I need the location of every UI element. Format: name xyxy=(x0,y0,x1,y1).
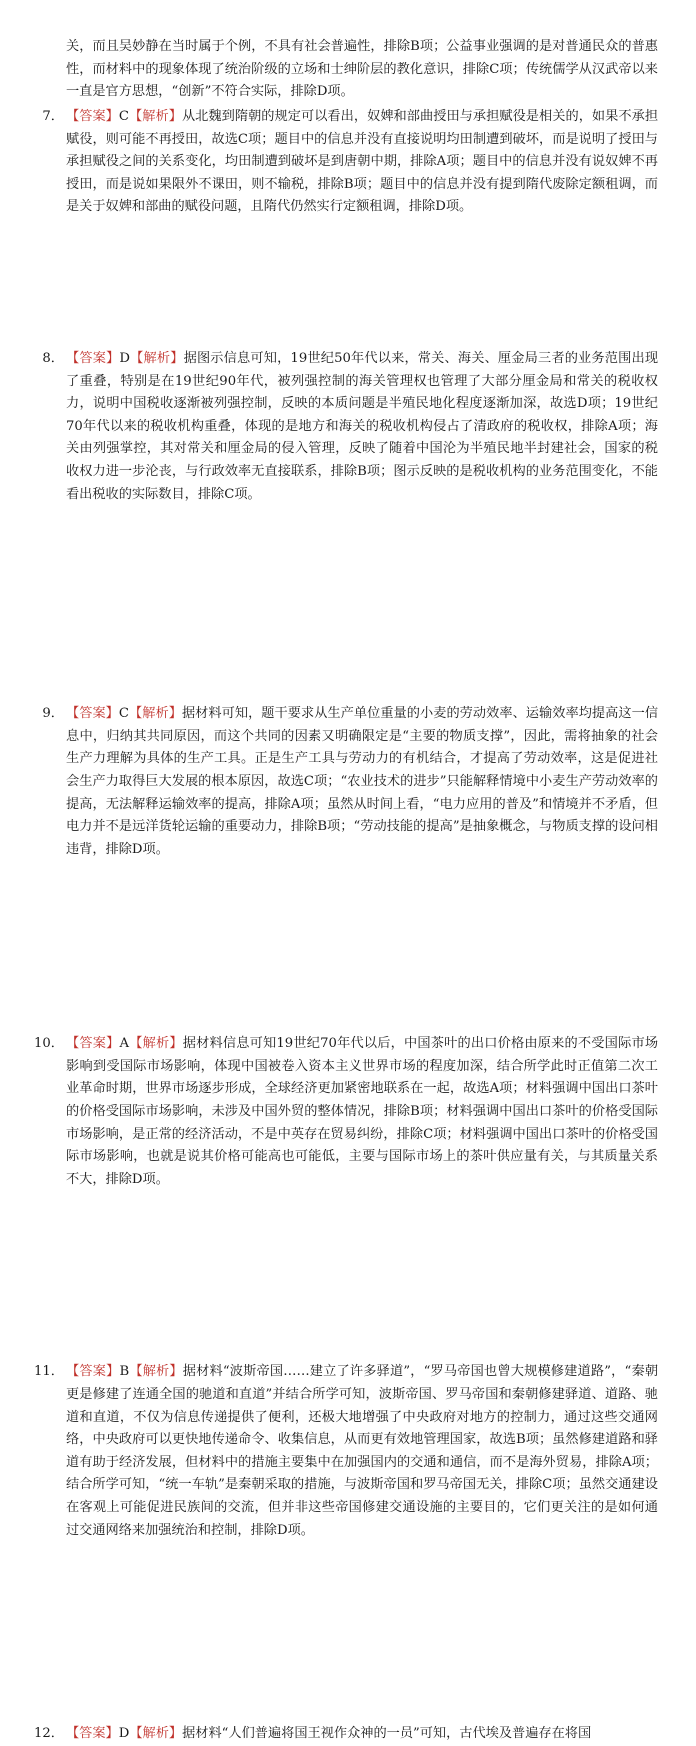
analysis-text: 据图示信息可知，19世纪50年代以来，常关、海关、厘金局三者的业务范围出现了重叠，特别是在19世纪90年代，被列强控制的海关管理权也管理了大部分厘金局和常关的税收权力，说明中国税收逐渐被列强控制，反映的本质问题是半殖民地化程度逐渐加深，故选D项；19世纪70年代以来的税收机构重叠，体现的是地方和海关的税收机构侵占了清政府的税收权，排除A项；海关由列强掌控，其对常关和厘金局的侵入管理，反映了随着中国沦为半殖民地半封建社会，国家的税收权力进一步沦丧，与行政效率无直接联系，排除B项；图示反映的是税收机构的业务范围变化，不能看出税收的实际数目，排除C项。 xyxy=(66,350,659,502)
answer-letter: C xyxy=(118,706,129,722)
question-number: 12． xyxy=(34,1726,64,1742)
analysis-label: 【解析】 xyxy=(129,706,182,722)
answer-label: 【答案】 xyxy=(66,350,120,366)
question-7 xyxy=(42,106,659,219)
answer-label: 【答案】 xyxy=(66,1036,120,1052)
answer-label: 【答案】 xyxy=(66,706,119,722)
answer-letter: D xyxy=(119,350,130,366)
question-9 xyxy=(42,703,659,861)
answer-letter: D xyxy=(118,1726,130,1742)
continued-paragraph xyxy=(66,36,658,104)
analysis-label: 【解析】 xyxy=(130,350,184,366)
question-number: 11． xyxy=(34,1364,64,1380)
answer-label: 【答案】 xyxy=(66,109,119,124)
question-10 xyxy=(34,1033,659,1191)
analysis-text: 从北魏到隋朝的规定可以看出，奴婢和部曲授田与承担赋役是相关的，如果不承担赋役，则可能不再授田，故选C项；题目中的信息并没有直接说明均田制遭到破坏，而是说明了授田与承担赋役之间的关系变化，均田制遭到破坏是到唐朝中期，排除A项；题目中的信息并没有说奴婢不再授田，而是说如果限外不课田，则不输税，排除B项；题目中的信息并没有提到隋代废除定额租调，而是关于奴婢和部曲的赋役问题，且隋代仍然实行定额租调，排除D项。 xyxy=(66,109,659,215)
question-number: 7． xyxy=(42,109,64,124)
analysis-text: 据材料“波斯帝国……建立了许多驿道”，“罗马帝国也曾大规模修建道路”，“秦朝更是修建了连通全国的驰道和直道”并结合所学可知，波斯帝国、罗马帝国和秦朝修建驿道、道路、驰道和直道，不仅为信息传递提供了便利，还极大地增强了中央政府对地方的控制力，通过这些交通网络，中央政府可以更快地传递命令、收集信息，从而更有效地管理国家，故选B项；虽然修建道路和驿道有助于经济发展，但材料中的措施主要集中在加强国内的交通和通信，而不是海外贸易，排除A项；结合所学可知，“统一车轨”是秦朝采取的措施，与波斯帝国和罗马帝国无关，排除C项；虽然交通建设在客观上可能促进民族间的交流，但并非这些帝国修建交通设施的主要目的，它们更关注的是如何通过交通网络来加强统治和控制，排除D项。 xyxy=(66,1364,659,1538)
analysis-text: 据材料可知，题干要求从生产单位重量的小麦的劳动效率、运输效率均提高这一信息中，归纳其共同原因，而这个共同的因素又明确限定是“主要的物质支撑”，因此，需将抽象的社会生产力理解为具体的生产工具。正是生产工具与劳动力的有机结合，才提高了劳动效率，这是促进社会生产力取得巨大发展的根本原因，故选C项；“农业技术的进步”只能解释情境中小麦生产劳动效率的提高，无法解释运输效率的提高，排除A项；虽然从时间上看，“电力应用的普及”和情境并不矛盾，但电力并不是远洋货轮运输的重要动力，排除B项；“劳动技能的提高”是抽象概念，与物质支撑的设问相违背，排除D项。 xyxy=(66,706,659,857)
analysis-label: 【解析】 xyxy=(129,1364,183,1380)
analysis-label: 【解析】 xyxy=(129,109,182,124)
question-number: 9． xyxy=(42,706,64,722)
question-12 xyxy=(34,1723,658,1746)
question-11 xyxy=(34,1361,659,1542)
continued-text: 关，而且吴妙静在当时属于个例，不具有社会普遍性，排除B项；公益事业强调的是对普通民众的普惠性，而材料中的现象体现了统治阶级的立场和士绅阶层的教化意识，排除C项；传统儒学从汉武帝以来一直是官方思想，“创新”不符合实际，排除D项。 xyxy=(66,39,658,100)
question-8 xyxy=(42,348,659,506)
analysis-text: 据材料“人们普遍将国王视作众神的一员”可知，古代埃及普遍存在将国 xyxy=(182,1726,592,1742)
question-number: 10． xyxy=(34,1036,64,1052)
answer-letter: A xyxy=(119,1036,130,1052)
question-number: 8． xyxy=(42,350,64,366)
analysis-label: 【解析】 xyxy=(129,1726,183,1742)
answer-label: 【答案】 xyxy=(66,1726,119,1742)
answer-label: 【答案】 xyxy=(66,1364,120,1380)
analysis-label: 【解析】 xyxy=(129,1036,183,1052)
answer-letter: C xyxy=(118,109,129,124)
answer-letter: B xyxy=(119,1364,130,1380)
analysis-text: 据材料信息可知19世纪70年代以后，中国茶叶的出口价格由原来的不受国际市场影响到受国际市场影响，体现中国被卷入资本主义世界市场的程度加深，结合所学此时正值第二次工业革命时期，世界市场逐步形成，全球经济更加紧密地联系在一起，故选A项；材料强调中国出口茶叶的价格受国际市场影响，未涉及中国外贸的整体情况，排除B项；材料强调中国出口茶叶的价格受国际市场影响，是正常的经济活动，不是中英存在贸易纠纷，排除C项；材料强调中国出口茶叶的价格受国际市场影响，也就是说其价格可能高也可能低，主要与国际市场上的茶叶供应量有关，与其质量关系不大，排除D项。 xyxy=(66,1036,659,1187)
